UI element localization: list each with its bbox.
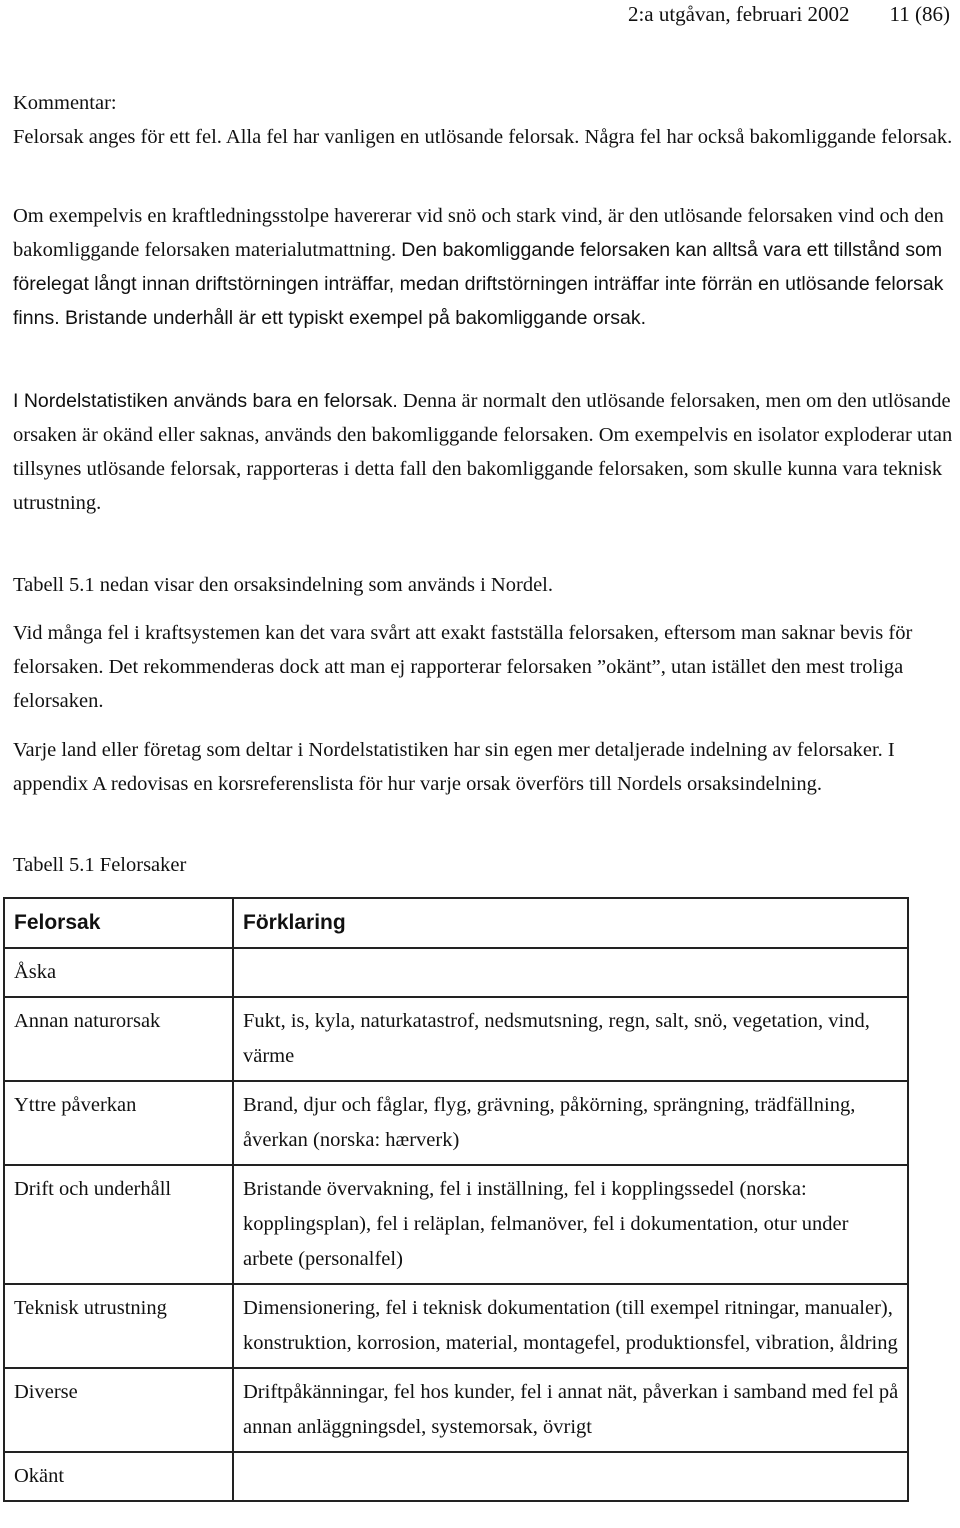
header-felorsak: Felorsak [4,898,233,948]
explanation-cell: Driftpåkänningar, fel hos kunder, fel i annat nät, påverkan i samband med fel på annan anläggningsdel, systemorsak, övrigt [233,1368,908,1452]
header-forklaring: Förklaring [233,898,908,948]
table-row [4,1452,908,1501]
difficulty-text: Vid många fel i kraftsystemen kan det vara svårt att exakt fastställa felorsaken, eftersom man saknar bevis för felorsaken. Det rekommenderas dock att man ej rapporterar felorsaken ”okänt”, utan istället den mest troliga felorsaken. [13,622,913,712]
explanation-cell: Bristande övervakning, fel i inställning, fel i kopplingssedel (norska: kopplingsplan), fel i reläplan, felmanöver, fel i dokumentation, otur under arbete (personalfel) [233,1165,908,1284]
table-row [4,948,908,997]
countries-text: Varje land eller företag som deltar i Nordelstatistiken har sin egen mer detaljerade indelning av felorsaker. I appendix A redovisas en korsreferenslista för hur varje orsak överförs till Nordels orsaksindelning. [13,739,895,795]
cause-cell: Diverse [4,1368,233,1452]
table-row [4,1165,908,1284]
explanation-cell: Brand, djur och fåglar, flyg, grävning, påkörning, sprängning, trädfällning, åverkan (norska: hærverk) [233,1081,908,1165]
cause-cell: Drift och underhåll [4,1165,233,1284]
explanation-cell: Dimensionering, fel i teknisk dokumentation (till exempel ritningar, manualer), konstruktion, korrosion, material, montagefel, produktionsfel, vibration, åldring [233,1284,908,1368]
cause-cell: Teknisk utrustning [4,1284,233,1368]
paragraph-difficulty [13,616,953,718]
table-row [4,1368,908,1452]
explanation-cell [233,948,908,997]
cause-cell: Åska [4,948,233,997]
explanation-cell: Fukt, is, kyla, naturkatastrof, nedsmutsning, regn, salt, snö, vegetation, vind, värme [233,997,908,1081]
table-caption-text: Tabell 5.1 Felorsaker [13,854,187,876]
table-row [4,1284,908,1368]
table-header-row [4,898,908,948]
table-row [4,997,908,1081]
comment-block [13,86,953,154]
page-header [628,2,950,27]
table-row [4,1081,908,1165]
cause-cell: Annan naturorsak [4,997,233,1081]
nordel-rule-text: Denna är normalt den utlösande felorsaken, men om den utlösande orsaken är okänd eller saknas, används den bakomliggande felorsaken. Om exempelvis en isolator exploderar utan tillsynes utlösande felorsak, rapporteras i detta fall den bakomliggande felorsaken, som skulle kunna vara teknisk utrustning. [13,390,953,514]
example-text: Om exempelvis en kraftledningsstolpe havererar vid snö och stark vind, är den utlösande felorsaken vind och den bakomliggande felorsaken materialutmattning. [13,205,944,261]
page-number: 11 (86) [889,2,950,26]
explanation-cell [233,1452,908,1501]
edition-text: 2:a utgåvan, februari 2002 [627,2,850,26]
table-caption [13,848,953,882]
comment-label: Kommentar: [13,92,117,114]
paragraph-countries [13,733,953,801]
cause-cell: Okänt [4,1452,233,1501]
felorsaker-table [3,897,909,1502]
cause-cell: Yttre påverkan [4,1081,233,1165]
paragraph-table-intro [13,568,953,602]
nordel-one-cause-text: I Nordelstatistiken används bara en felorsak. [13,390,398,412]
paragraph-felorsak: Felorsak anges för ett fel. Alla fel har vanligen en utlösande felorsak. Några fel har också bakomliggande felorsak. [13,126,953,148]
paragraph-example [13,199,953,335]
paragraph-nordelstatistik [13,384,953,520]
underlying-cause-text: Den bakomliggande felorsaken kan alltså vara ett tillstånd som förelegat långt innan driftstörningen inträffar, medan driftstörningen inträffar inte förrän en utlösande felorsak finns. Bristande underhåll är ett typiskt exempel på bakomliggande orsak. [13,239,944,329]
table-intro-text: Tabell 5.1 nedan visar den orsaksindelning som används i Nordel. [13,574,553,596]
